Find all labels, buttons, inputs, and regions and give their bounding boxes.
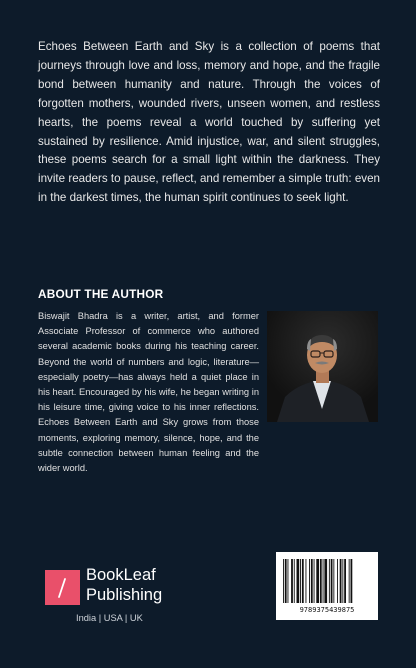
author-bio: Biswajit Bhadra is a writer, artist, and former Associate Professor of commerce who authored several academic books during his teaching career. Beyond the world of numbers and logic, literature—especially poetry—has always held a quiet place in his heart. Encouraged by his wife, he began writing in his leisure time, giving voice to his inner reflections. Echoes Between Earth and Sky grows from those moments, exploring memory, silence, hope, and the subtle connection between human feeling and the wider world.: [38, 311, 259, 474]
publisher-name-line1: BookLeaf: [86, 566, 156, 584]
publisher-name-line2: Publishing: [86, 586, 163, 604]
barcode-bars: [283, 559, 371, 603]
bookleaf-logo-icon: [45, 570, 80, 605]
back-cover-blurb: Echoes Between Earth and Sky is a collection of poems that journeys through love and loss, memory and hope, and the fragile bond between humanity and nature. Through the voices of forgotten mothers, wounded rivers, unseen women, and restless hearts, the poems reveal a world touched by suffering yet sustained by resilience. Amid injustice, war, and silent struggles, these poems search for a small light within the darkness. They invite readers to pause, reflect, and remember a simple truth: even in the darkest times, the human spirit continues to seek light.: [38, 40, 380, 205]
about-author-heading: ABOUT THE AUTHOR: [38, 287, 164, 301]
isbn-number: 9789375439875: [299, 606, 355, 614]
publisher-regions: India | USA | UK: [76, 613, 143, 623]
isbn-barcode: [276, 552, 378, 620]
author-photo: [267, 311, 378, 422]
author-portrait-illustration: [267, 311, 378, 422]
